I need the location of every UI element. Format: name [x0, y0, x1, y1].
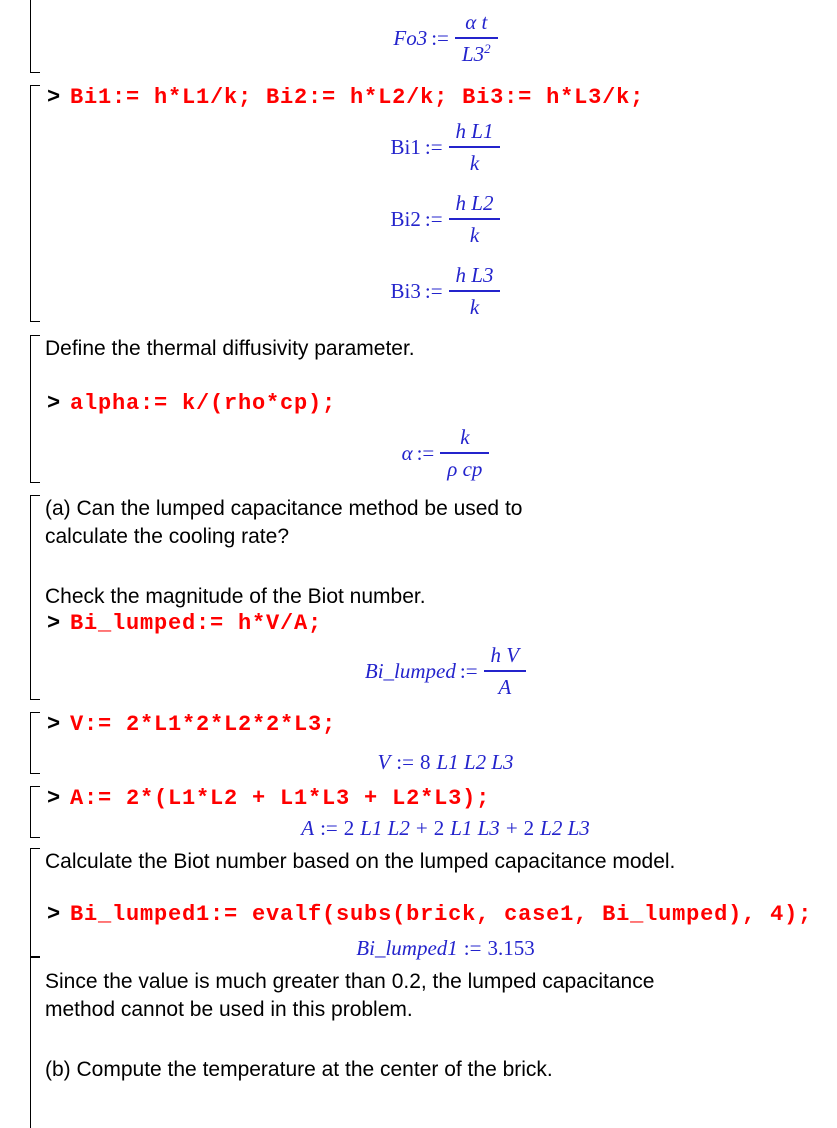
input-prompt: >: [47, 391, 62, 416]
math-assign: :=: [424, 279, 443, 303]
math-fraction: [449, 119, 501, 175]
input-prompt: >: [47, 611, 62, 636]
math-token-coefficient: 8: [419, 750, 431, 774]
math-name: Bi1: [390, 135, 421, 159]
input-prompt: >: [47, 902, 62, 927]
input-prompt: >: [47, 786, 62, 811]
math-fraction: [484, 643, 527, 699]
math-denominator: $L3^2$: [461, 41, 491, 66]
math-numerator: h L2: [449, 191, 501, 220]
math-denominator: k: [469, 295, 480, 319]
math-fraction: [449, 263, 501, 319]
paragraph-part-a-line1: (a) Can the lumped capacitance method be used to: [45, 497, 523, 520]
math-numerator: h L3: [449, 263, 501, 292]
input-prompt: >: [47, 85, 62, 110]
math-name: Bi_lumped: [364, 659, 456, 683]
execution-group-fo3: [30, 0, 810, 73]
math-token-variables: L1 L3: [450, 816, 500, 840]
input-line: [31, 391, 810, 417]
math-token-variables: L2 L3: [540, 816, 590, 840]
math-assign: :=: [424, 135, 443, 159]
math-token-plus: +: [505, 816, 518, 840]
paragraph-define-diffusivity: Define the thermal diffusivity parameter.: [45, 337, 415, 360]
math-name: Fo3: [393, 26, 428, 50]
execution-group-biot-definitions: [30, 85, 810, 322]
math-output-area: [31, 816, 810, 840]
math-assign: :=: [396, 750, 414, 774]
input-line: [31, 902, 813, 928]
execution-group-biot-eval: [30, 848, 813, 960]
math-denominator: ρ cp: [447, 457, 483, 481]
execution-group-volume: [30, 712, 810, 774]
math-output-alpha: [31, 425, 810, 481]
maple-input-biot[interactable]: Bi1:= h*L1/k; Bi2:= h*L2/k; Bi3:= h*L3/k;: [70, 85, 645, 110]
input-line: [31, 85, 810, 111]
math-token-coefficient: 2: [523, 816, 535, 840]
math-output-bi2: [31, 191, 810, 247]
paragraph-calculate-biot: Calculate the Biot number based on the lumped capacitance model.: [45, 850, 676, 873]
math-name: V: [377, 750, 391, 774]
maple-input-area[interactable]: A:= 2*(L1*L2 + L1*L3 + L2*L3);: [70, 786, 491, 811]
maple-input-volume[interactable]: V:= 2*L1*2*L2*2*L3;: [70, 712, 337, 737]
input-line: [31, 611, 810, 637]
math-name: Bi2: [390, 207, 421, 231]
math-value: 3.153: [487, 936, 535, 960]
maple-input-alpha[interactable]: alpha:= k/(rho*cp);: [70, 391, 337, 416]
math-denominator: k: [469, 223, 480, 247]
paragraph-conclusion-line2: method cannot be used in this problem.: [45, 998, 413, 1021]
math-exponent: 2: [484, 41, 491, 56]
math-fraction: [440, 425, 489, 481]
math-numerator: h V: [484, 643, 527, 672]
math-assign: :=: [424, 207, 443, 231]
math-numerator: h L1: [449, 119, 501, 148]
math-fraction: [449, 191, 501, 247]
execution-group-area: [30, 786, 810, 838]
math-output-bi1: [31, 119, 810, 175]
paragraph-part-b: (b) Compute the temperature at the center of the brick.: [45, 1058, 553, 1081]
math-name: A: [301, 816, 315, 840]
math-numerator: α t: [455, 10, 498, 39]
math-name: Bi_lumped1: [356, 936, 458, 960]
math-output-volume: [31, 750, 810, 774]
math-assign: :=: [320, 816, 338, 840]
math-token-coefficient: 2: [433, 816, 445, 840]
math-token-coefficient: 2: [343, 816, 355, 840]
math-assign: :=: [463, 936, 482, 960]
math-assign: :=: [431, 26, 449, 50]
math-denominator: A: [498, 675, 512, 699]
math-fraction: [455, 10, 498, 66]
execution-group-conclusion: [30, 956, 810, 1128]
math-name: α: [401, 441, 413, 465]
math-numerator: k: [440, 425, 489, 454]
math-output-bi3: [31, 263, 810, 319]
execution-group-part-a: [30, 495, 810, 700]
math-token-plus: +: [415, 816, 428, 840]
math-token-variables: L1 L2 L3: [436, 750, 514, 774]
maple-input-bi-lumped[interactable]: Bi_lumped:= h*V/A;: [70, 611, 323, 636]
math-token-variables: L1 L2: [360, 816, 410, 840]
math-denominator: k: [469, 151, 480, 175]
math-name: Bi3: [390, 279, 421, 303]
input-line: [31, 786, 810, 812]
math-assign: :=: [416, 441, 435, 465]
input-line: [31, 712, 810, 738]
paragraph-check-biot: Check the magnitude of the Biot number.: [45, 585, 426, 608]
execution-group-alpha: [30, 335, 810, 483]
math-output-bi-lumped: [31, 643, 810, 699]
math-assign: :=: [459, 659, 478, 683]
math-output-fo3: [31, 10, 810, 66]
maple-input-bi-lumped1[interactable]: Bi_lumped1:= evalf(subs(brick, case1, Bi_lumped), 4);: [70, 902, 813, 927]
input-prompt: >: [47, 712, 62, 737]
paragraph-conclusion-line1: Since the value is much greater than 0.2, the lumped capacitance: [45, 970, 655, 993]
paragraph-part-a-line2: calculate the cooling rate?: [45, 525, 289, 548]
